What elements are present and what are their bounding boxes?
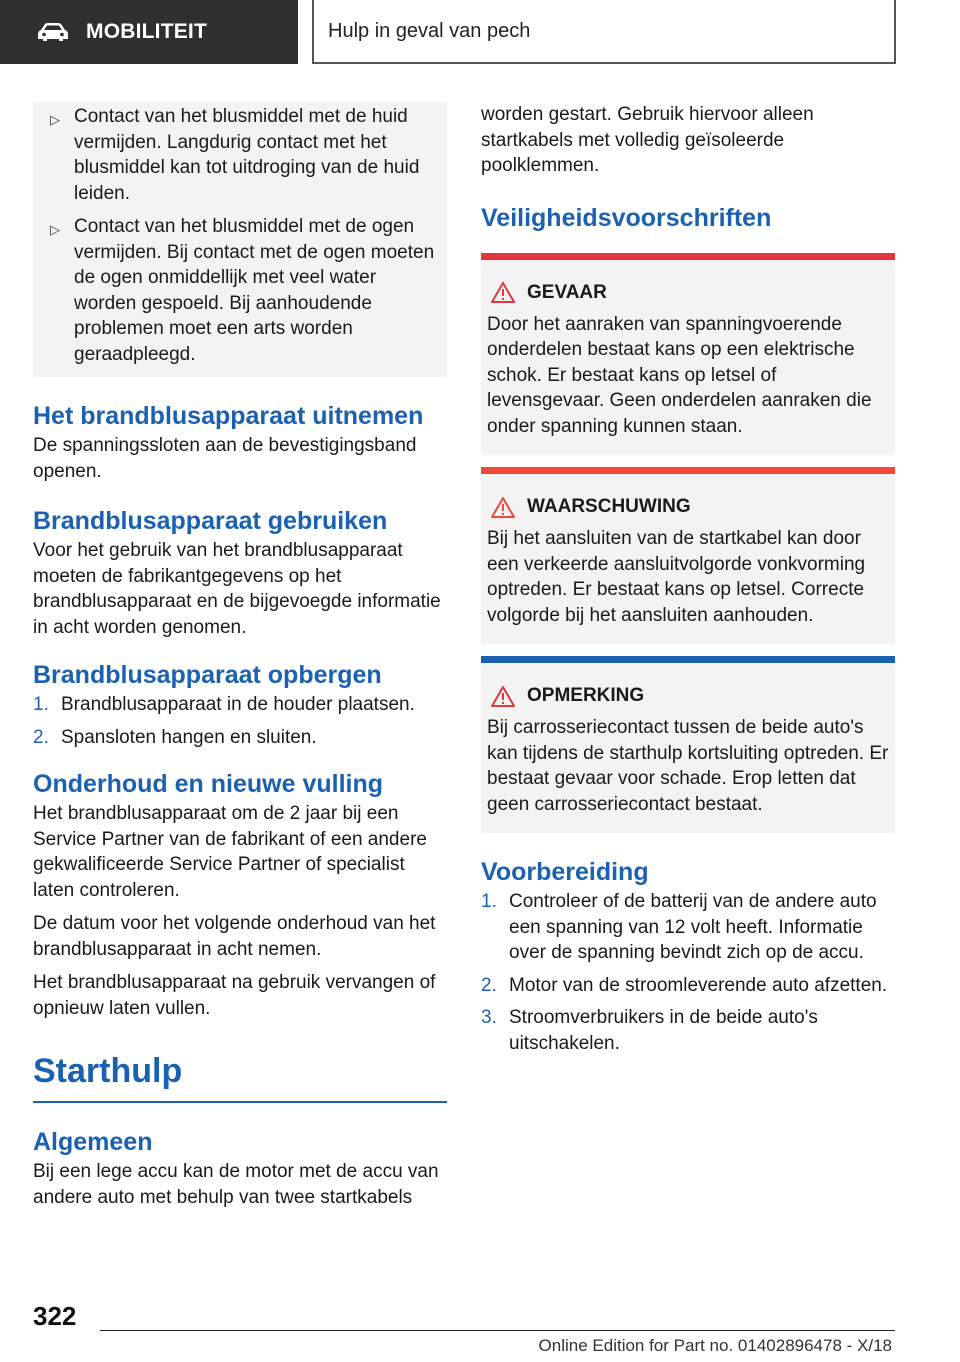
warning-triangle-icon — [491, 497, 515, 518]
bullet-box — [33, 102, 447, 377]
paragraph: De spanningssloten aan de bevestigingsband openen. — [33, 435, 417, 482]
section-title: Hulp in geval van pech — [328, 19, 531, 42]
paragraph: De datum voor het volgende onderhoud van het brandblusapparaat in acht nemen. — [33, 913, 436, 960]
heading-onderhoud: Onderhoud en nieuwe vulling — [33, 770, 384, 798]
warning-triangle-icon — [491, 282, 515, 303]
list-item: 1. Controleer of de batterij van de andere auto een spanning van 12 volt heeft. Informatie over de spanning bevindt zich op de accu. — [481, 891, 877, 963]
heading-uitnemen: Het brandblusapparaat uitnemen — [33, 402, 424, 430]
paragraph: Het brandblusapparaat om de 2 jaar bij een Service Partner van de fabrikant of een andere gekwalificeerde Service Partner of specialist laten controleren. — [33, 803, 427, 901]
heading-opbergen: Brandblusapparaat opbergen — [33, 661, 382, 689]
list-item: 1. Brandblusapparaat in de houder plaatsen. — [33, 694, 415, 715]
warning-title: GEVAAR — [527, 281, 607, 303]
page-number: 322 — [33, 1301, 77, 1331]
bullet-text: Contact van het blusmiddel met de huid vermijden. Langdurig contact met het blusmiddel kan tot uitdroging van de huid leiden. — [74, 106, 420, 204]
warning-title: OPMERKING — [527, 685, 645, 706]
right-column — [481, 102, 895, 1063]
footer-divider — [100, 1330, 895, 1331]
heading-voorbereiding: Voorbereiding — [481, 858, 649, 886]
warning-title: WAARSCHUWING — [527, 496, 691, 517]
heading-starthulp: Starthulp — [33, 1051, 447, 1103]
edition-text: Online Edition for Part no. 01402896478 - X/18 — [538, 1336, 892, 1355]
heading-veiligheid: Veiligheidsvoorschriften — [481, 203, 772, 232]
numbered-list — [481, 889, 895, 1056]
triangle-bullet-icon: ▷ — [50, 222, 60, 237]
list-item — [33, 104, 447, 206]
section-header — [312, 0, 896, 64]
paragraph: worden gestart. Gebruik hiervoor alleen startkabels met volledig geïsoleerde poolklemmen. — [481, 104, 814, 176]
list-item: 3. Stroomverbruikers in de beide auto's uitschakelen. — [481, 1007, 818, 1054]
left-column — [33, 102, 447, 1218]
list-item — [33, 214, 447, 367]
warning-box-gevaar — [481, 253, 895, 456]
numbered-list — [33, 692, 447, 750]
bullet-text: Contact van het blusmiddel met de ogen vermijden. Bij contact met de ogen moeten de ogen onmiddellijk met veel water worden gespoeld. Bij aanhoudende problemen moet een arts worden geraadpleegd. — [74, 216, 435, 365]
heading-gebruiken: Brandblusapparaat gebruiken — [33, 507, 388, 535]
car-icon — [36, 21, 70, 43]
paragraph: Voor het gebruik van het brandblusapparaat moeten de fabrikantgegevens op het brandblusapparaat en de bijgevoegde informatie in acht worden genomen. — [33, 540, 441, 638]
warning-box-waarschuwing — [481, 467, 895, 644]
triangle-bullet-icon: ▷ — [50, 112, 60, 127]
warning-box-opmerking — [481, 656, 895, 833]
list-item: 2. Spansloten hangen en sluiten. — [33, 726, 317, 748]
chapter-title: MOBILITEIT — [86, 20, 207, 43]
paragraph: Bij een lege accu kan de motor met de accu van andere auto met behulp van twee startkabels — [33, 1161, 439, 1208]
heading-algemeen: Algemeen — [33, 1128, 153, 1156]
warning-body: Bij het aansluiten van de startkabel kan door een verkeerde aansluitvolgorde vonkvorming optreden. Er bestaat kans op letsel. Correcte volgorde bij het aansluiten aanhouden. — [487, 528, 866, 626]
warning-body: Door het aanraken van spanningvoerende onderdelen bestaat kans op een elektrische schok. Er bestaat kans op letsel of levensgevaar. Geen onderdelen aanraken die onder spanning kunnen staan. — [487, 313, 872, 437]
chapter-tab[interactable] — [0, 0, 298, 64]
paragraph: Het brandblusapparaat na gebruik vervangen of opnieuw laten vullen. — [33, 972, 436, 1019]
warning-body: Bij carrosseriecontact tussen de beide auto's kan tijdens de starthulp kortsluiting optreden. Er bestaat gevaar voor schade. Erop letten dat geen carrosseriecontact bestaat. — [487, 717, 889, 815]
list-item: 2. Motor van de stroomleverende auto afzetten. — [481, 974, 888, 996]
warning-triangle-icon — [491, 686, 515, 707]
